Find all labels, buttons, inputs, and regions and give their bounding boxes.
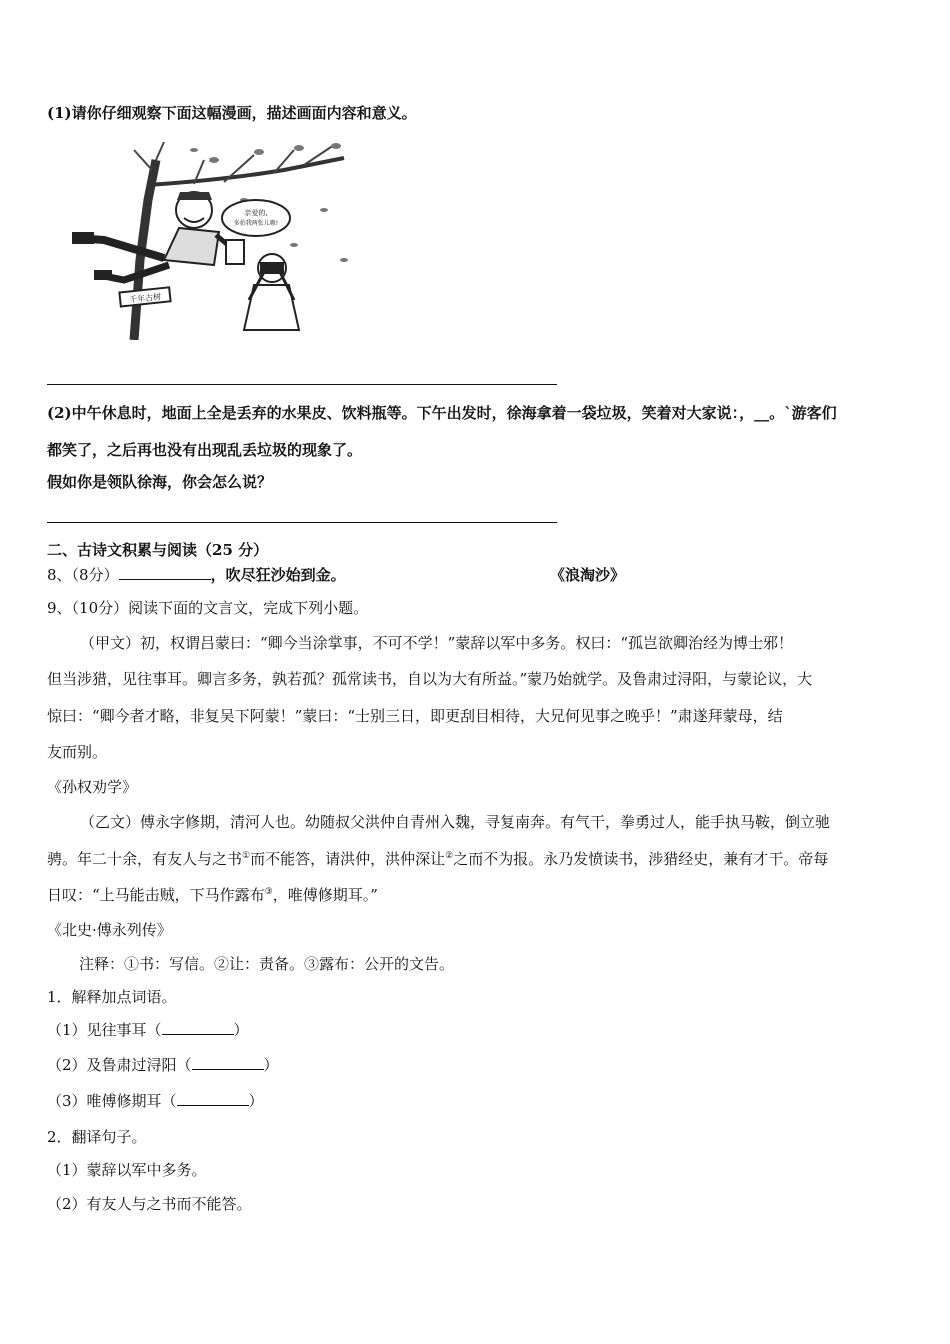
sub-question-1-item-3	[47, 1091, 264, 1111]
answer-line-1	[47, 384, 557, 385]
question-2-line3: 假如你是领队徐海，你会怎么说？	[47, 473, 273, 491]
question-9-intro: 9、（10分）阅读下面的文言文，完成下列小题。	[47, 599, 369, 617]
notes: 注释：①书：写信。②让：责备。③露布：公开的文告。	[79, 955, 455, 973]
footnote-marker-2: ②	[445, 851, 454, 861]
answer-line-2	[47, 522, 557, 523]
item-2-prefix: （2）及鲁肃过浔阳（	[47, 1056, 192, 1074]
sub-question-1-item-2	[47, 1055, 279, 1075]
item-3-suffix: ）	[248, 1092, 264, 1110]
speech-bubble-line2: 多拍我两张儿嗷!	[233, 220, 279, 227]
speech-bubble-line1: 亲爱的,	[244, 209, 268, 217]
item-1-prefix: （1）见往事耳（	[47, 1021, 162, 1039]
question-8	[47, 565, 647, 585]
jia-text-line2: 但当涉猎，见往事耳。卿言多务，孰若孤？孤常读书，自以为大有所益。”蒙乃始就学。及鲁肃过浔阳，与蒙论议，大	[47, 670, 813, 688]
question-8-prefix: 8、（8分）	[47, 566, 119, 584]
section-2-title: 二、古诗文积累与阅读（25 分）	[47, 541, 269, 559]
sub-question-2-item-1: （1）蒙辞以军中多务。	[47, 1161, 207, 1179]
item-2-suffix: ）	[263, 1056, 279, 1074]
item-3-blank[interactable]	[177, 1091, 249, 1106]
yi-text-line1: （乙文）傅永字修期，清河人也。幼随叔父洪仲自青州入魏，寻复南奔。有气干，拳勇过人，能手执马鞍，倒立驰	[80, 813, 831, 831]
jia-text-line1: （甲文）初，权谓吕蒙曰：“卿今当涂掌事，不可不学！”蒙辞以军中多务。权曰：“孤岂欲卿治经为博士邪！	[80, 634, 794, 652]
footnote-marker-3: ③	[264, 887, 273, 897]
question-8-text: ，吹尽狂沙始到金。	[210, 566, 346, 584]
sub-question-2-item-2: （2）有友人与之书而不能答。	[47, 1195, 252, 1213]
jia-text-line4: 友而别。	[47, 743, 108, 761]
item-2-blank[interactable]	[192, 1055, 264, 1070]
jia-source: 《孙权劝学》	[47, 778, 138, 796]
cartoon-illustration	[44, 140, 384, 340]
tree-sign-text: 千年古树	[128, 292, 162, 305]
question-1-prompt: (1)请你仔细观察下面这幅漫画，描述画面内容和意义。	[47, 104, 417, 122]
item-1-suffix: ）	[233, 1021, 249, 1039]
yi-line2-part-a: 骋。年二十余，有友人与之书	[47, 850, 243, 868]
yi-line2-part-b: 而不能答，请洪仲，洪仲深让	[250, 850, 446, 868]
sub-question-1-item-1	[47, 1020, 249, 1040]
yi-line3-part-b: ，唯傅修期耳。”	[272, 886, 378, 904]
question-8-blank[interactable]	[119, 565, 211, 580]
item-1-blank[interactable]	[162, 1020, 234, 1035]
item-3-prefix: （3）唯傅修期耳（	[47, 1092, 177, 1110]
yi-line2-part-c: 之而不为报。永乃发愤读书，涉猎经史，兼有才干。帝每	[453, 850, 829, 868]
question-8-source: 《浪淘沙》	[550, 566, 626, 584]
sub-question-1-title: 1．解释加点词语。	[47, 988, 177, 1006]
yi-text-line3	[47, 885, 378, 905]
sub-question-2-title: 2．翻译句子。	[47, 1128, 147, 1146]
yi-line3-part-a: 日叹：“上马能击贼，下马作露布	[47, 886, 265, 904]
yi-text-line2	[47, 849, 828, 869]
question-2-line1: (2)中午休息时，地面上全是丢弃的水果皮、饮料瓶等。下午出发时，徐海拿着一袋垃圾，笑着对大家说：，__。`游客们	[47, 404, 837, 422]
yi-source: 《北史·傅永列传》	[47, 921, 172, 939]
jia-text-line3: 惊曰：“卿今者才略，非复吴下阿蒙！”蒙曰：“士别三日，即更刮目相待，大兄何见事之晚乎！”肃遂拜蒙母，结	[47, 707, 783, 725]
footnote-marker-1: ①	[242, 851, 251, 861]
question-2-line2: 都笑了，之后再也没有出现乱丢垃圾的现象了。	[47, 441, 363, 459]
